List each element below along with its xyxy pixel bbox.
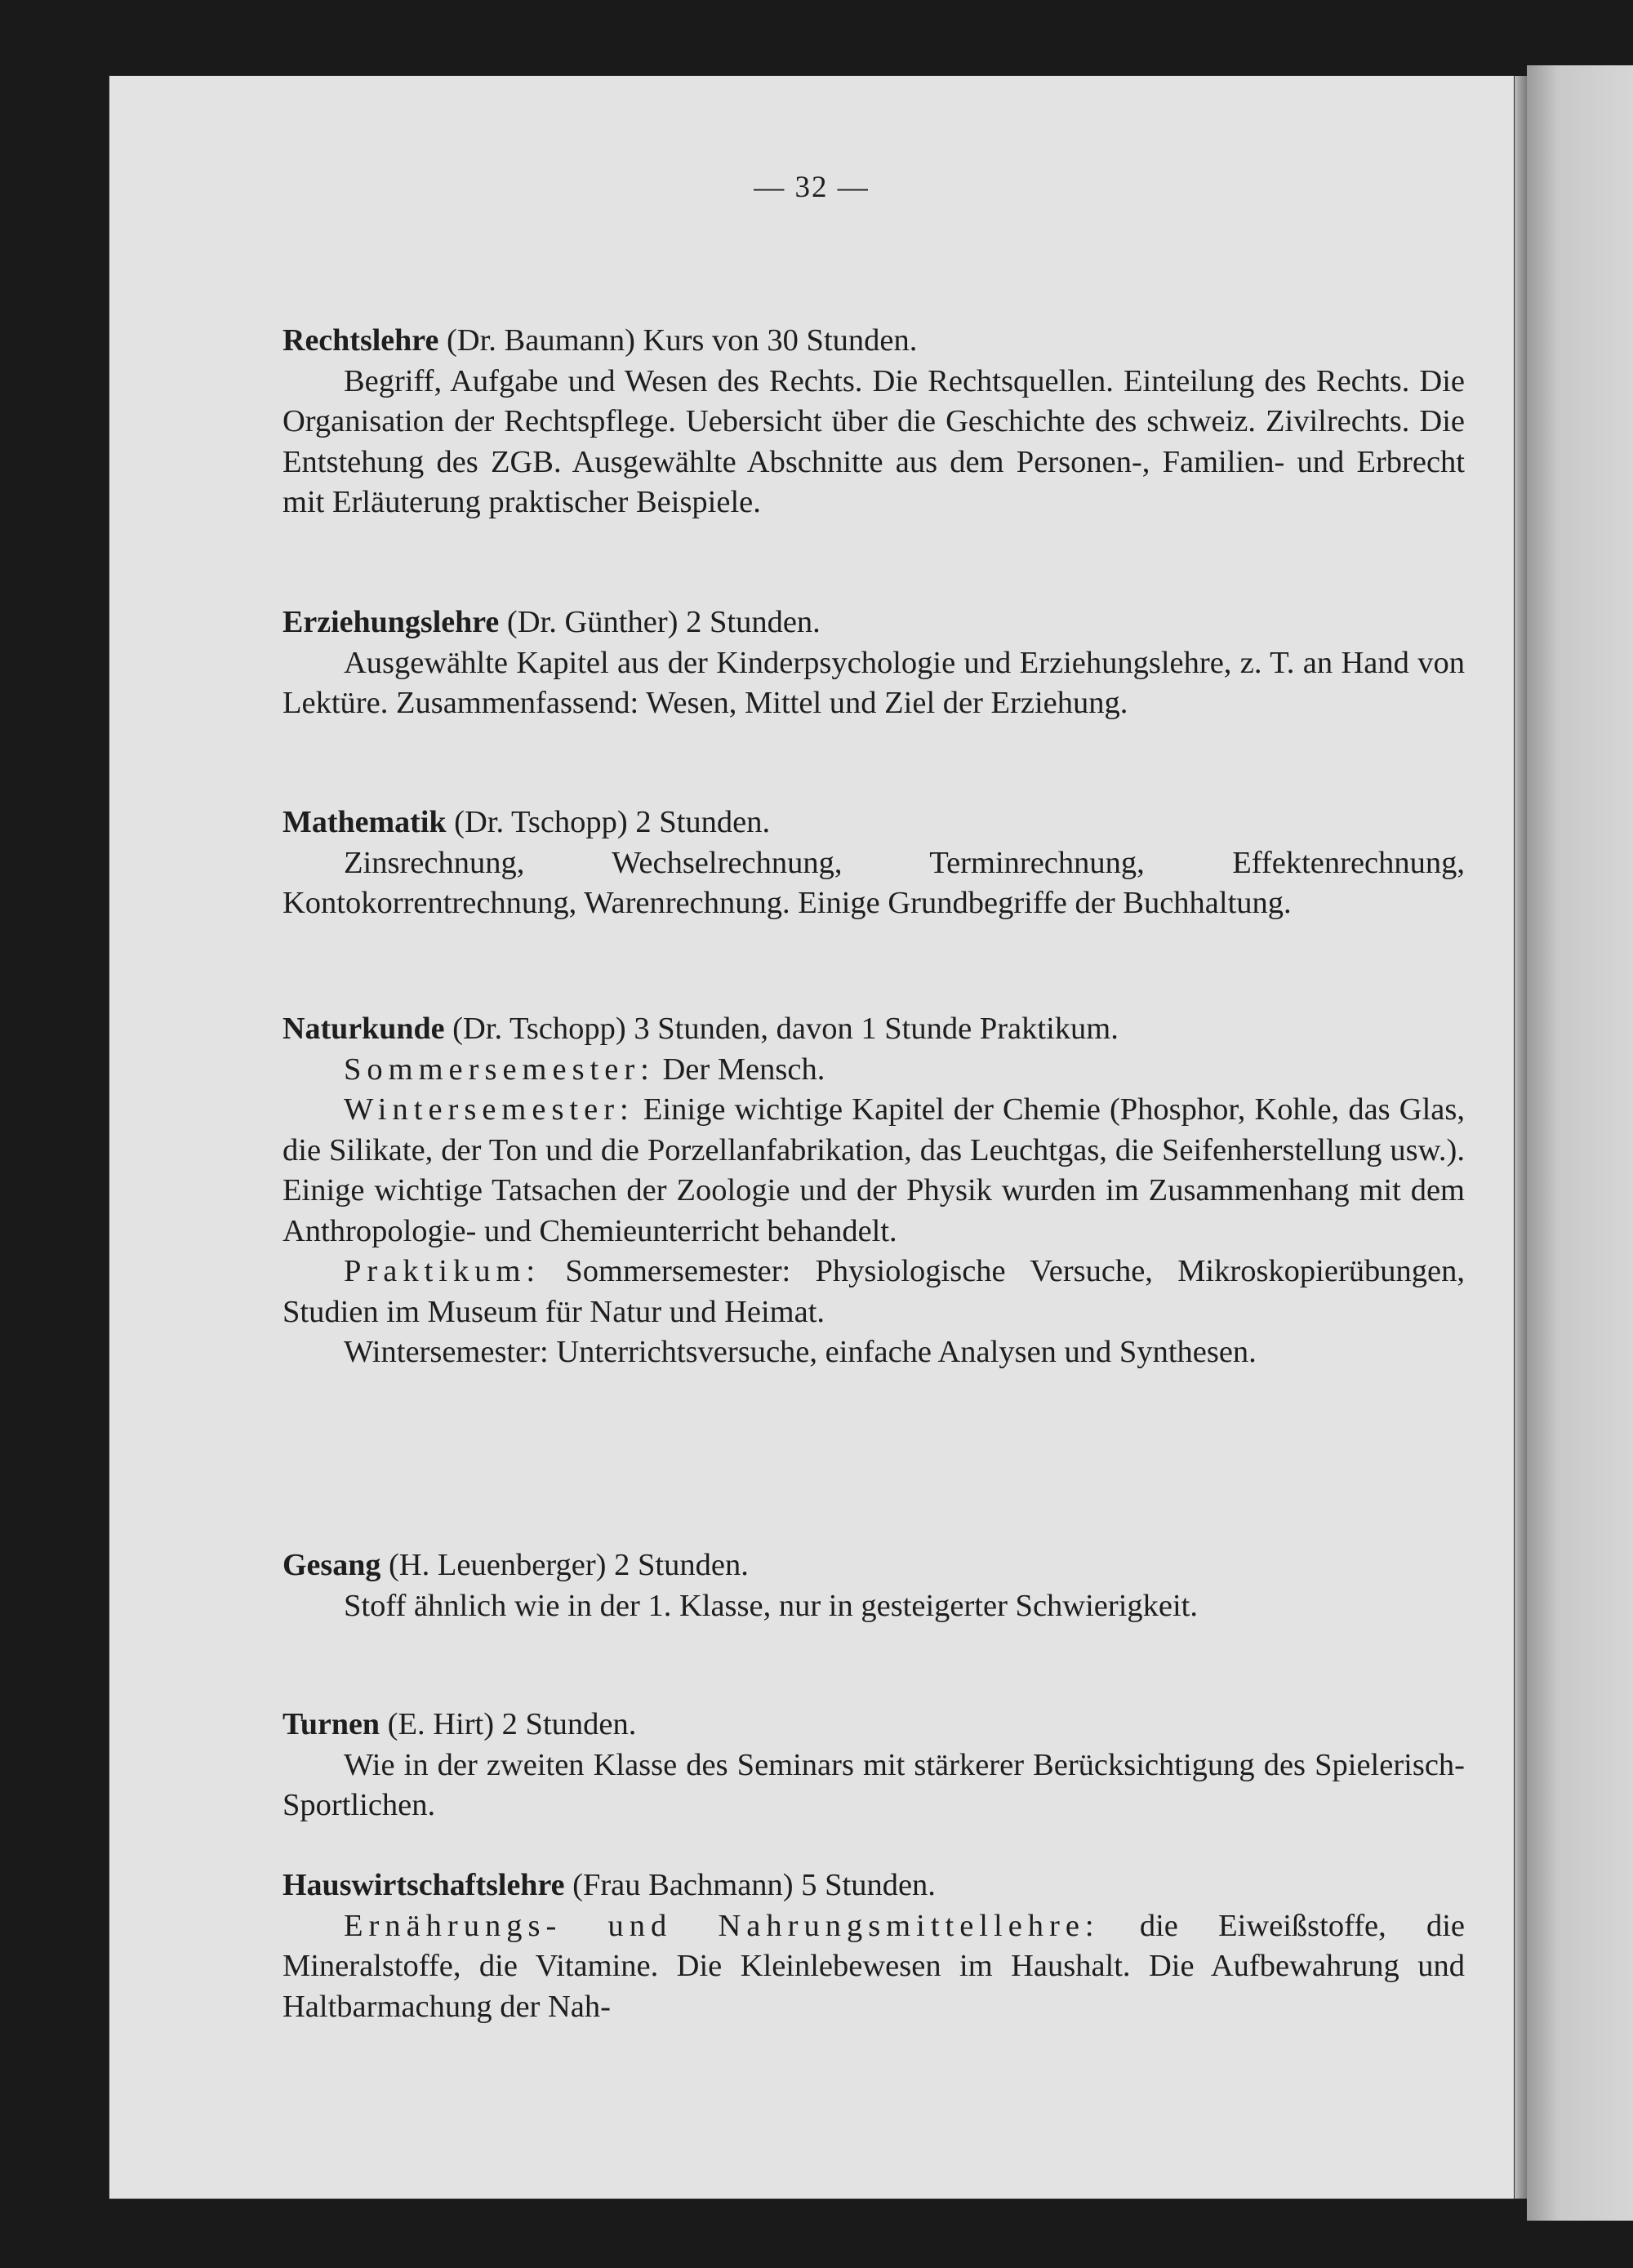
section-paragraph: Stoff ähnlich wie in der 1. Klasse, nur in gesteigerter Schwierigkeit. <box>344 1588 1199 1623</box>
book-page <box>109 76 1514 2199</box>
section-mathematik <box>283 803 1465 924</box>
section-turnen <box>283 1705 1465 1826</box>
winter-paragraph <box>283 1090 1465 1252</box>
sommer-label: Sommersemester: <box>344 1052 655 1087</box>
winter-label: Wintersemester: <box>344 1092 634 1127</box>
section-heading <box>283 1009 1465 1050</box>
section-title: Rechtslehre <box>283 323 439 358</box>
section-meta: (E. Hirt) 2 Stunden. <box>387 1707 637 1741</box>
section-paragraph <box>283 1906 1465 2028</box>
section-meta: (Dr. Günther) 2 Stunden. <box>506 605 821 639</box>
section-meta: (Dr. Tschopp) 2 Stunden. <box>454 805 771 839</box>
section-heading <box>283 321 1465 362</box>
section-paragraph: Wie in der zweiten Klasse des Seminars mit stärkerer Berücksichtigung des Spielerisch-Sportlichen. <box>283 1747 1465 1822</box>
section-title: Mathematik <box>283 805 447 839</box>
section-title: Turnen <box>283 1707 380 1741</box>
section-paragraph: Begriff, Aufgabe und Wesen des Rechts. Die Rechtsquellen. Einteilung des Rechts. Die Organisation der Rechtspflege. Uebersicht über die Geschichte des schweiz. Zivilrechts. Die Entstehung des ZGB. Ausgewählte Abschnitte aus dem Personen-, Familien- und Erbrecht mit Erläuterung praktischer Beispiele. <box>283 363 1465 519</box>
section-heading <box>283 1545 1465 1586</box>
section-naturkunde <box>283 1009 1465 1373</box>
praktikum-winter-paragraph: Wintersemester: Unterrichtsversuche, einfache Analysen und Synthesen. <box>344 1335 1257 1369</box>
section-paragraph: Ausgewählte Kapitel aus der Kinderpsychologie und Erziehungslehre, z. T. an Hand von Lektüre. Zusammenfassend: Wesen, Mittel und Ziel der Erziehung. <box>283 645 1465 720</box>
section-gesang <box>283 1545 1465 1626</box>
facing-page-edge <box>1527 65 1633 2221</box>
section-title: Hauswirtschaftslehre <box>283 1868 565 1902</box>
section-meta: (Dr. Baumann) Kurs von 30 Stunden. <box>446 323 918 358</box>
praktikum-label: Praktikum: <box>344 1254 541 1288</box>
section-heading <box>283 803 1465 843</box>
section-title: Naturkunde <box>283 1012 445 1046</box>
section-hauswirtschaftslehre <box>283 1866 1465 2027</box>
section-heading <box>283 1705 1465 1745</box>
section-heading <box>283 603 1465 643</box>
sommer-paragraph <box>283 1050 1465 1091</box>
section-heading <box>283 1866 1465 1906</box>
winter-text: Einige wichtige Kapitel der Chemie (Phosphor, Kohle, das Glas, die Silikate, der Ton und die Porzellanfabrikation, das Leuchtgas, die Seifenherstellung usw.). Einige wichtige Tatsachen der Zoologie und der Physik wurden im Zusammenhang mit dem Anthropologie- und Chemieunterricht behandelt. <box>283 1092 1465 1248</box>
sommer-text: Der Mensch. <box>662 1052 825 1087</box>
section-erziehungslehre <box>283 603 1465 724</box>
praktikum-paragraph <box>283 1252 1465 1332</box>
section-meta: (Frau Bachmann) 5 Stunden. <box>572 1868 936 1902</box>
page-number: — 32 — <box>754 171 870 204</box>
praktikum-text: Sommersemester: Physiologische Versuche, Mikroskopierübungen, Studien im Museum für Natur und Heimat. <box>283 1254 1465 1329</box>
section-title: Erziehungslehre <box>283 605 500 639</box>
section-rechtslehre <box>283 321 1465 523</box>
ernaehrung-text: die Eiweißstoffe, die Mineralstoffe, die Vitamine. Die Kleinlebewesen im Haushalt. Die Aufbewahrung und Haltbarmachung der Nah- <box>283 1908 1465 2024</box>
section-paragraph: Zinsrechnung, Wechselrechnung, Terminrechnung, Effektenrechnung, Kontokorrentrechnung, Warenrechnung. Einige Grundbegriffe der Buchhaltung. <box>283 845 1465 920</box>
section-title: Gesang <box>283 1548 381 1582</box>
section-meta: (H. Leuenberger) 2 Stunden. <box>388 1548 749 1582</box>
section-meta: (Dr. Tschopp) 3 Stunden, davon 1 Stunde Praktikum. <box>452 1012 1119 1046</box>
ernaehrung-label: Ernährungs- und Nahrungsmittellehre: <box>344 1908 1100 1943</box>
